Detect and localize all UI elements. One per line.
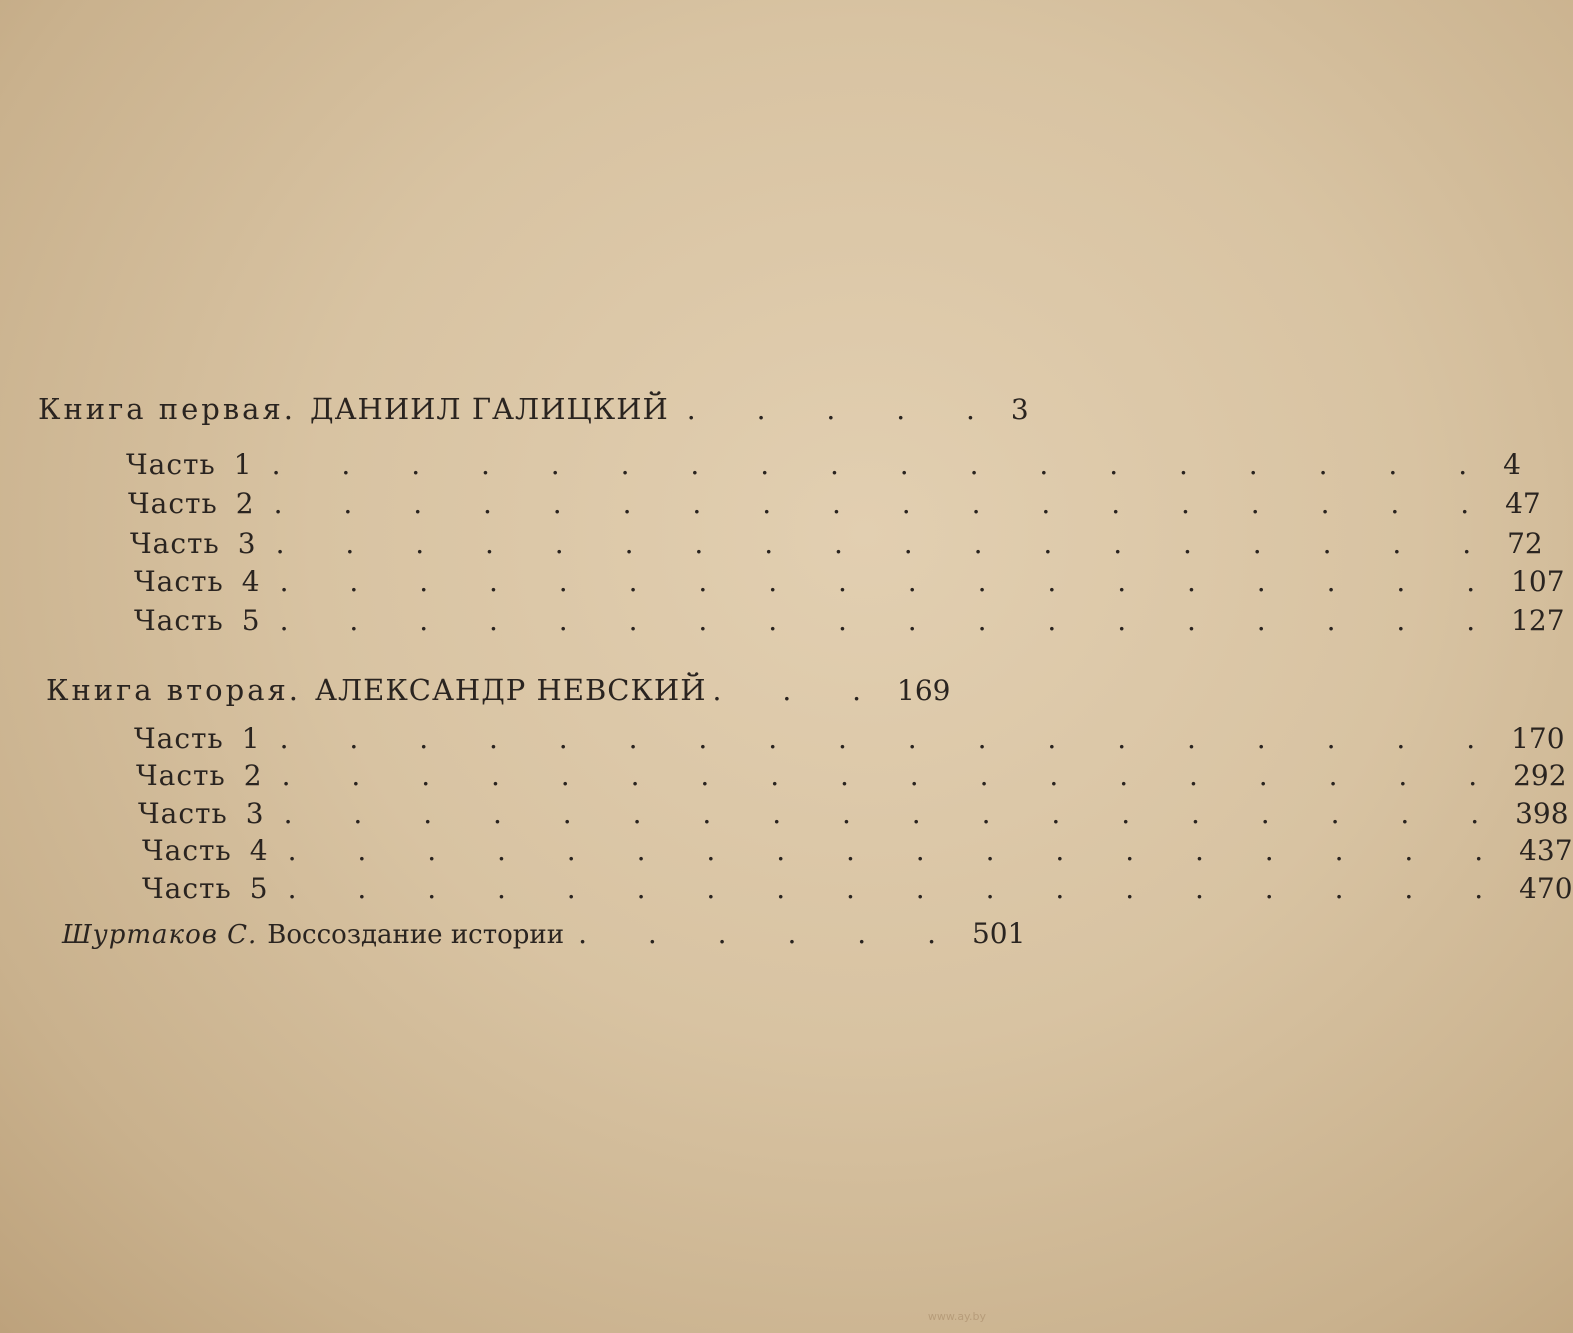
part-label: Часть (142, 872, 232, 905)
part-page: 170 (1511, 722, 1565, 755)
book1-part-2 (128, 487, 1541, 520)
part-label: Часть (134, 604, 224, 637)
part-page: 292 (1513, 759, 1567, 792)
part-page: 437 (1519, 834, 1573, 867)
part-number: 2 (235, 487, 254, 520)
book2-part-5 (142, 872, 1573, 905)
leader-dots: . . . . . . . . . . . . . . . . . . (287, 872, 1510, 905)
book1-part-4 (134, 565, 1565, 598)
leader-dots: . . . . . . . . . . . . . . . . . . (271, 448, 1494, 481)
afterword-page: 501 (971, 917, 1026, 950)
book2-page: 169 (897, 674, 951, 707)
part-number: 1 (241, 722, 260, 755)
book1-heading (38, 392, 1029, 426)
part-number: 4 (241, 565, 260, 598)
book2-part-1 (134, 722, 1565, 755)
book2-heading (46, 673, 951, 707)
book1-part-1 (126, 448, 1521, 481)
book1-title: Книга первая. (38, 392, 296, 426)
leader-dots: . . . . . . . . . . . . . . . . . . (281, 759, 1504, 792)
leader-dots: . . . . . . . . . . . . . . . . . . (273, 487, 1496, 520)
part-page: 127 (1511, 604, 1565, 637)
afterword-title: Воссоздание истории (267, 920, 565, 950)
book1-name: ДАНИИЛ ГАЛИЦКИЙ (310, 392, 669, 426)
book2-name: АЛЕКСАНДР НЕВСКИЙ (315, 673, 707, 707)
part-page: 4 (1503, 448, 1521, 481)
leader-dots: . . . . . . . . . . . . . . . . . . (279, 722, 1502, 755)
book2-part-4 (142, 834, 1573, 867)
part-number: 5 (249, 872, 268, 905)
part-label: Часть (134, 565, 224, 598)
part-label: Часть (130, 527, 220, 560)
part-label: Часть (136, 759, 226, 792)
leader-dots: . . . . . . (578, 917, 962, 950)
leader-dots: . . . . . . . . . . . . . . . . . . (287, 834, 1510, 867)
book1-page: 3 (1010, 393, 1029, 426)
watermark: www.ay.by (927, 1310, 986, 1323)
afterword-author: Шуртаков С. (62, 920, 258, 950)
part-page: 107 (1511, 565, 1565, 598)
book2-title: Книга вторая. (46, 673, 301, 707)
leader-dots: . . . (712, 674, 888, 707)
part-label: Часть (142, 834, 232, 867)
leader-dots: . . . . . . . . . . . . . . . . . . (275, 527, 1498, 560)
part-page: 47 (1505, 487, 1541, 520)
part-number: 1 (233, 448, 252, 481)
book1-part-3 (130, 527, 1543, 560)
part-page: 470 (1519, 872, 1573, 905)
part-label: Часть (126, 448, 216, 481)
part-label: Часть (128, 487, 218, 520)
book2-part-3 (138, 797, 1569, 830)
leader-dots: . . . . . (686, 393, 1001, 426)
leader-dots: . . . . . . . . . . . . . . . . . . (283, 797, 1506, 830)
afterword-entry (62, 917, 1026, 950)
part-number: 4 (249, 834, 268, 867)
part-page: 398 (1515, 797, 1569, 830)
part-number: 5 (241, 604, 260, 637)
part-page: 72 (1507, 527, 1543, 560)
part-number: 2 (243, 759, 262, 792)
part-number: 3 (237, 527, 256, 560)
leader-dots: . . . . . . . . . . . . . . . . . . (279, 565, 1502, 598)
book1-part-5 (134, 604, 1565, 637)
leader-dots: . . . . . . . . . . . . . . . . . . (279, 604, 1502, 637)
part-label: Часть (134, 722, 224, 755)
part-label: Часть (138, 797, 228, 830)
book2-part-2 (136, 759, 1567, 792)
part-number: 3 (245, 797, 264, 830)
